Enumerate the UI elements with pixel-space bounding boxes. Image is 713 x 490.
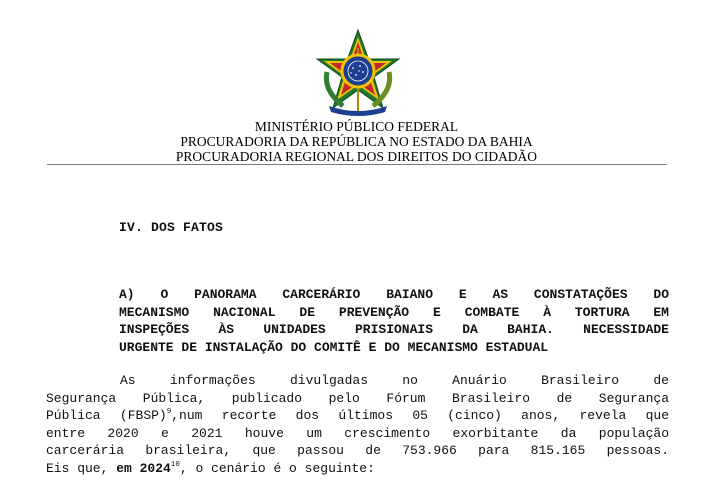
paragraph-line: carcerária brasileira, que passou de 753.966 para 815.165 pessoas. [46,443,669,458]
footnote-marker[interactable]: 10 [170,460,180,469]
footnote-marker[interactable]: 9 [166,408,172,416]
header-institution: MINISTÉRIO PÚBLICO FEDERAL [254,119,459,134]
letterhead [0,119,713,164]
subsection-heading-line: MECANISMO NACIONAL DE PREVENÇÃO E COMBATE À TORTURA EM [119,304,669,320]
body-paragraph [46,372,669,477]
brazil-coat-of-arms-icon [313,28,403,118]
paragraph-line: As informações divulgadas no Anuário Brasileiro de [120,373,669,388]
paragraph-text: ,num recorte dos últimos 05 (cinco) anos, revela que [171,408,669,423]
paragraph-line: entre 2020 e 2021 houve um crescimento exorbitante da população [46,425,669,441]
paragraph-line: Segurança Pública, publicado pelo Fórum Brasileiro de Segurança [46,390,669,406]
header-divider [47,164,667,165]
subsection-heading-line: URGENTE DE INSTALAÇÃO DO COMITÊ E DO MECANISMO ESTADUAL [119,339,549,355]
paragraph-text: , o cenário é o seguinte: [179,460,375,476]
paragraph-text: Pública (FBSP) [46,408,167,423]
subsection-heading [119,286,669,356]
paragraph-line [46,460,669,478]
paragraph-text: Eis que, [46,460,117,476]
emphasized-year: em 2024 [116,460,171,476]
header-department: PROCURADORIA REGIONAL DOS DIREITOS DO CIDADÃO [175,149,538,164]
subsection-heading-line: A) O PANORAMA CARCERÁRIO BAIANO E AS CONSTATAÇÕES DO [119,287,669,302]
subsection-heading-line: INSPEÇÕES ÀS UNIDADES PRISIONAIS DA BAHIA. NECESSIDADE [119,322,669,337]
paragraph-line [46,407,669,425]
header-office: PROCURADORIA DA REPÚBLICA NO ESTADO DA BAHIA [180,134,533,149]
section-title: IV. DOS FATOS [119,220,224,235]
